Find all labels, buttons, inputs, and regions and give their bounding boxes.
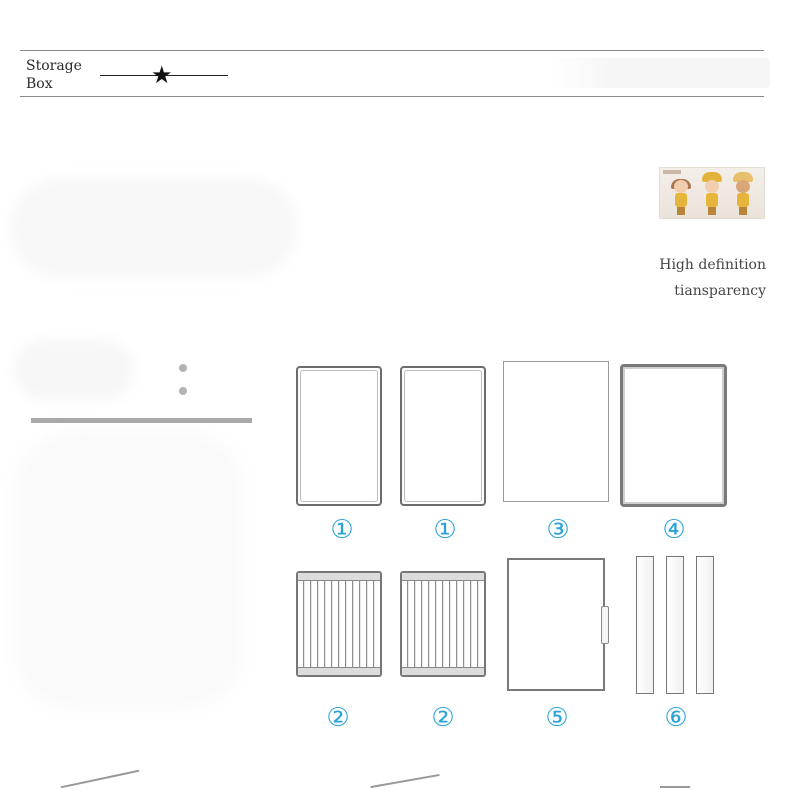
dot xyxy=(179,364,187,372)
panel-side xyxy=(400,366,486,506)
faded-shape xyxy=(14,340,134,400)
part-label-2: ② xyxy=(326,703,350,733)
part-label-5: ⑤ xyxy=(545,703,569,733)
figurine xyxy=(668,172,694,216)
feature-line-2: tiansparency xyxy=(674,283,766,299)
panel-frame xyxy=(620,364,727,507)
rail xyxy=(696,556,714,694)
part-label-2: ② xyxy=(431,703,455,733)
brand-name xyxy=(26,57,82,93)
feature-line-1: High definition xyxy=(659,257,766,273)
faded-shape xyxy=(10,178,298,278)
faded-shape xyxy=(14,430,244,710)
panel-ribbed xyxy=(296,571,382,677)
feature-caption xyxy=(659,252,766,304)
part-label-1: ① xyxy=(330,515,354,545)
part-label-1: ① xyxy=(433,515,457,545)
figurine-image xyxy=(659,167,765,219)
assembly-illustration xyxy=(370,774,439,788)
panel-back xyxy=(503,361,609,502)
divider-bar xyxy=(31,418,252,423)
panel-ribbed xyxy=(400,571,486,677)
dot xyxy=(179,387,187,395)
part-label-4: ④ xyxy=(662,515,686,545)
assembly-illustration xyxy=(660,786,690,788)
panel-side xyxy=(296,366,382,506)
header-bottom-rule xyxy=(20,96,764,97)
rail xyxy=(636,556,654,694)
star-icon: ★ xyxy=(151,61,173,89)
rail xyxy=(666,556,684,694)
panel-door xyxy=(507,558,605,691)
part-label-3: ③ xyxy=(546,515,570,545)
header-top-rule xyxy=(20,50,764,51)
figurine xyxy=(699,172,725,216)
assembly-illustration xyxy=(61,770,140,789)
brand-line-1: Storage xyxy=(26,58,82,74)
figurine xyxy=(730,172,756,216)
faded-banner xyxy=(548,58,770,88)
door-handle xyxy=(601,606,609,644)
brand-line-2: Box xyxy=(26,76,53,92)
part-label-6: ⑥ xyxy=(664,703,688,733)
